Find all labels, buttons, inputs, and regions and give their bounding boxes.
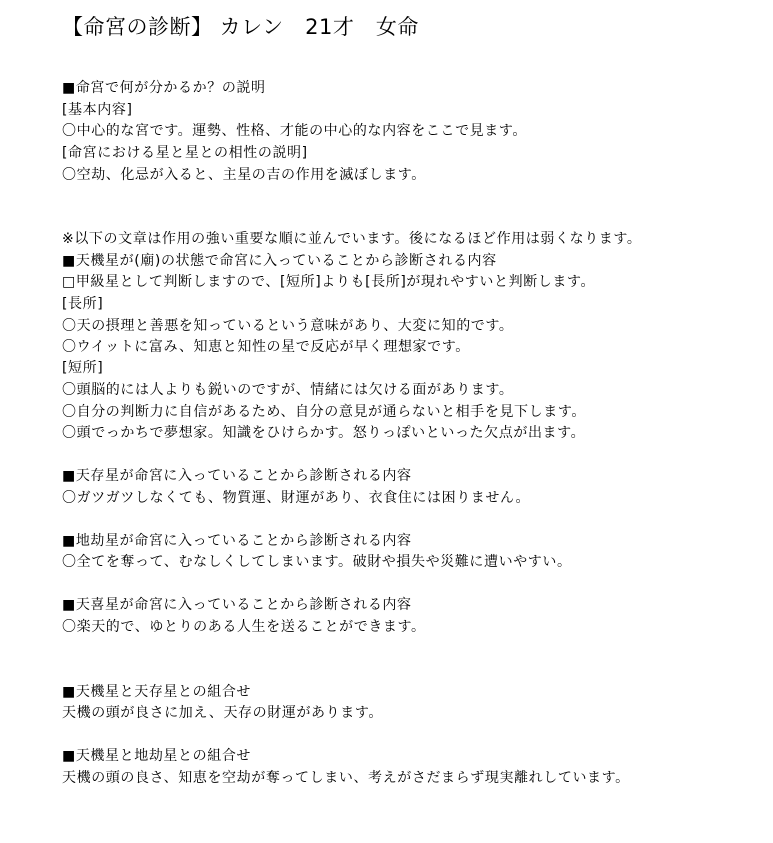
tenson-text: 〇ガツガツしなくても、物質運、財運があり、衣食住には困りません。 [62,490,531,506]
chikou-text: 〇全てを奪って、むなしくしてしまいます。破財や損失や災難に遭いやすい。 [62,554,572,570]
intro-heading: ■命宮で何が分かるか？の説明 [62,80,266,96]
combo2-text: 天機の頭の良さ、知恵を空劫が奪ってしまい、考えがさだまらず現実離れしています。 [62,770,630,786]
combo1-text: 天機の頭が良さに加え、天存の財運があります。 [62,705,383,721]
tenki-joy-heading: ■天喜星が命宮に入っていることから診断される内容 [62,597,412,613]
strength-item: 〇天の摂理と善悪を知っているという意味があり、大変に知的です。 [62,318,514,334]
weakness-item: 〇頭でっかちで夢想家。知識をひけらかす。怒りっぽいといった欠点が出ます。 [62,425,586,441]
combo2-heading: ■天機星と地劫星との組合せ [62,748,252,764]
tenson-heading: ■天存星が命宮に入っていることから診断される内容 [62,468,412,484]
combo1-heading: ■天機星と天存星との組合せ [62,684,252,700]
compatibility-label: [命宮における星と星との相性の説明] [62,145,308,161]
basic-content-label: [基本内容] [62,102,133,118]
basic-content-text: 〇中心的な宮です。運勢、性格、才能の中心的な内容をここで見ます。 [62,123,527,139]
chikou-heading: ■地劫星が命宮に入っていることから診断される内容 [62,533,412,549]
weaknesses-label: [短所] [62,360,104,376]
weakness-item: 〇自分の判断力に自信があるため、自分の意見が通らないと相手を見下します。 [62,404,586,420]
page-title: 【命宮の診断】 カレン 21才 女命 [62,15,419,39]
order-note: ※以下の文章は作用の強い重要な順に並んでいます。後になるほど作用は弱くなります。 [62,231,642,247]
strengths-label: [長所] [62,296,104,312]
strength-item: 〇ウイットに富み、知恵と知性の星で反応が早く理想家です。 [62,339,470,355]
tenki-heading: ■天機星が(廟)の状態で命宮に入っていることから診断される内容 [62,253,497,269]
compatibility-text: 〇空劫、化忌が入ると、主星の吉の作用を滅ぼします。 [62,167,426,183]
tenki-rank-note: □甲級星として判断しますので、[短所]よりも[長所]が現れやすいと判断します。 [62,274,596,290]
tenki-joy-text: 〇楽天的で、ゆとりのある人生を送ることができます。 [62,619,426,635]
weakness-item: 〇頭脳的には人よりも鋭いのですが、情緒には欠ける面があります。 [62,382,514,398]
